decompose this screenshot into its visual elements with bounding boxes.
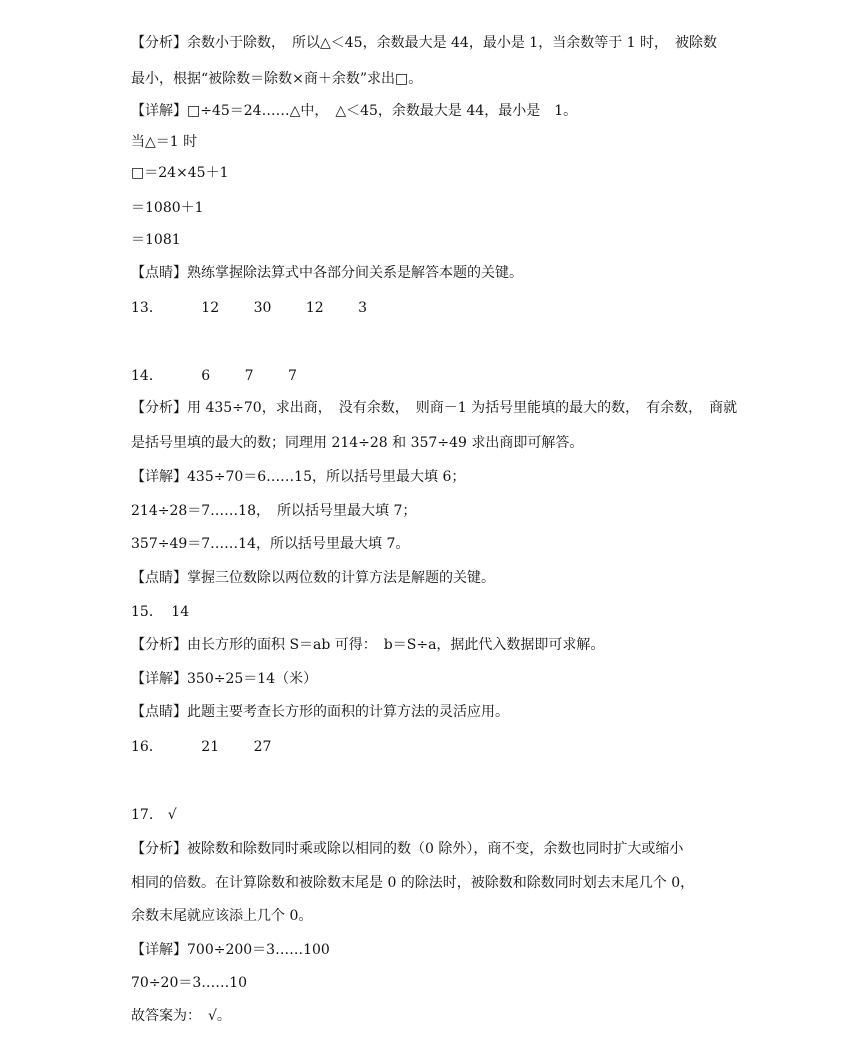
q14-number: 14．: [131, 368, 163, 384]
q15-answer: 14: [171, 604, 190, 620]
q12-analysis-line1: 【分析】余数小于除数， 所以△＜45，余数最大是 44，最小是 1，当余数等于 1 时， 被除数: [131, 35, 718, 51]
q15-detail: 【详解】350÷25＝14（米）: [131, 671, 318, 687]
q17-number: 17.: [131, 807, 154, 823]
q17-analysis-line2: 相同的倍数。在计算除数和被除数末尾是 0 的除法时，被除数和除数同时划去末尾几个 0，: [131, 875, 695, 891]
q12-step3: ＝1080＋1: [131, 200, 204, 216]
q17-detail-2: 70÷20＝3……10: [131, 975, 248, 991]
q15-number: 15．: [131, 604, 163, 620]
q14-detail-3: 357÷49＝7……14，所以括号里最大填 7。: [131, 536, 410, 552]
q16-answer-2: 27: [253, 739, 272, 755]
q14-analysis-line1: 【分析】用 435÷70，求出商， 没有余数， 则商－1 为括号里能填的最大的数， 有余数， 商就: [131, 400, 738, 416]
q13-answer-line: [131, 299, 397, 317]
q14-answer-line: [131, 367, 327, 385]
q13-answer-2: 30: [253, 300, 272, 316]
q14-detail-2: 214÷28＝7……18， 所以括号里最大填 7；: [131, 503, 417, 519]
q12-step2: □＝24×45＋1: [131, 165, 229, 181]
q16-number: 16．: [131, 739, 163, 755]
q12-step1: 当△＝1 时: [131, 134, 198, 150]
q16-answer-line: [131, 738, 301, 756]
q17-analysis-line1: 【分析】被除数和除数同时乘或除以相同的数（0 除外），商不变，余数也同时扩大或缩小: [131, 841, 684, 857]
q15-answer-line: [131, 603, 219, 621]
q16-answer-1: 21: [201, 739, 220, 755]
q14-comment: 【点睛】掌握三位数除以两位数的计算方法是解题的关键。: [131, 570, 495, 586]
q12-step4: ＝1081: [131, 232, 181, 248]
q14-detail-1: 【详解】435÷70＝6……15，所以括号里最大填 6；: [131, 469, 466, 485]
q13-answer-3: 12: [305, 300, 324, 316]
q17-conclusion: 故答案为： √。: [131, 1008, 231, 1024]
q14-answer-3: 7: [288, 368, 297, 384]
q14-analysis-line2: 是括号里填的最大的数；同理用 214÷28 和 357÷49 求出商即可解答。: [131, 435, 584, 451]
q13-answer-4: 3: [358, 300, 368, 316]
q12-comment: 【点睛】熟练掌握除法算式中各部分间关系是解答本题的关键。: [131, 265, 523, 281]
q17-answer: √: [167, 807, 177, 823]
q15-comment: 【点睛】此题主要考查长方形的面积的计算方法的灵活应用。: [131, 704, 509, 720]
q17-analysis-line3: 余数末尾就应该添上几个 0。: [131, 908, 313, 924]
q15-analysis: 【分析】由长方形的面积 S＝ab 可得： b＝S÷a，据此代入数据即可求解。: [131, 637, 605, 653]
q13-answer-1: 12: [201, 300, 220, 316]
q17-answer-line: [131, 806, 207, 824]
q13-number: 13．: [131, 300, 163, 316]
q17-detail-1: 【详解】700÷200＝3……100: [131, 942, 330, 958]
q12-analysis-line2: 最小，根据“被除数＝除数×商＋余数”求出□。: [131, 71, 423, 87]
q12-detail: 【详解】□÷45＝24……△中， △＜45，余数最大是 44，最小是 1。: [131, 103, 578, 119]
q14-answer-2: 7: [244, 368, 254, 384]
q14-answer-1: 6: [201, 368, 211, 384]
